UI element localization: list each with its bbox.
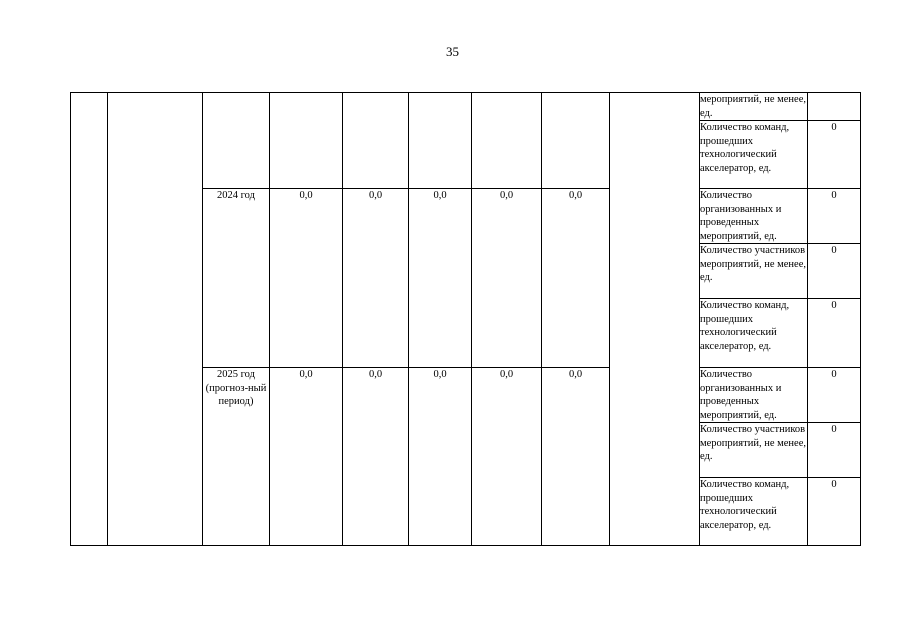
value-2024-3: 0,0: [409, 189, 472, 368]
indicator-value: 0: [808, 189, 861, 244]
value-2025-5: 0,0: [542, 368, 610, 546]
value-2025-3: 0,0: [409, 368, 472, 546]
indicator-value: 0: [808, 121, 861, 189]
cell-value-prev-2: [343, 93, 409, 189]
indicator-value-empty: [808, 93, 861, 121]
cell-value-prev-1: [270, 93, 343, 189]
page-number: 35: [446, 44, 459, 59]
indicator-participants: Количество участников мероприятий, не менее, ед.: [700, 423, 808, 478]
value-2025-4: 0,0: [472, 368, 542, 546]
value-2024-4: 0,0: [472, 189, 542, 368]
value-2024-2: 0,0: [343, 189, 409, 368]
indicator-participants: Количество участников мероприятий, не менее, ед.: [700, 244, 808, 299]
value-2025-1: 0,0: [270, 368, 343, 546]
indicator-value: 0: [808, 244, 861, 299]
indicator-participants-tail: мероприятий, не менее, ед.: [700, 94, 806, 119]
cell-executor: [610, 93, 700, 546]
cell-event-name: [108, 93, 203, 546]
cell-value-prev-5: [542, 93, 610, 189]
cell-value-prev-3: [409, 93, 472, 189]
period-2024: 2024 год: [203, 189, 270, 368]
value-2025-2: 0,0: [343, 368, 409, 546]
cell-value-prev-4: [472, 93, 542, 189]
indicator-organized: Количество организованных и проведенных мероприятий, ед.: [700, 368, 808, 423]
cell-number: [71, 93, 108, 546]
indicator-organized: Количество организованных и проведенных мероприятий, ед.: [700, 189, 808, 244]
indicator-value: 0: [808, 299, 861, 368]
indicator-teams: Количество команд, прошедших технологический акселератор, ед.: [700, 299, 808, 368]
indicator-teams: Количество команд, прошедших технологический акселератор, ед.: [700, 121, 808, 189]
program-table: [70, 92, 861, 546]
period-2025: 2025 год (прогноз-ный период): [203, 368, 270, 546]
value-2024-5: 0,0: [542, 189, 610, 368]
indicator-value: 0: [808, 478, 861, 546]
indicator-value: 0: [808, 368, 861, 423]
cell-period-prev: [203, 93, 270, 189]
value-2024-1: 0,0: [270, 189, 343, 368]
indicator-teams: Количество команд, прошедших технологический акселератор, ед.: [700, 478, 808, 546]
indicator-value: 0: [808, 423, 861, 478]
